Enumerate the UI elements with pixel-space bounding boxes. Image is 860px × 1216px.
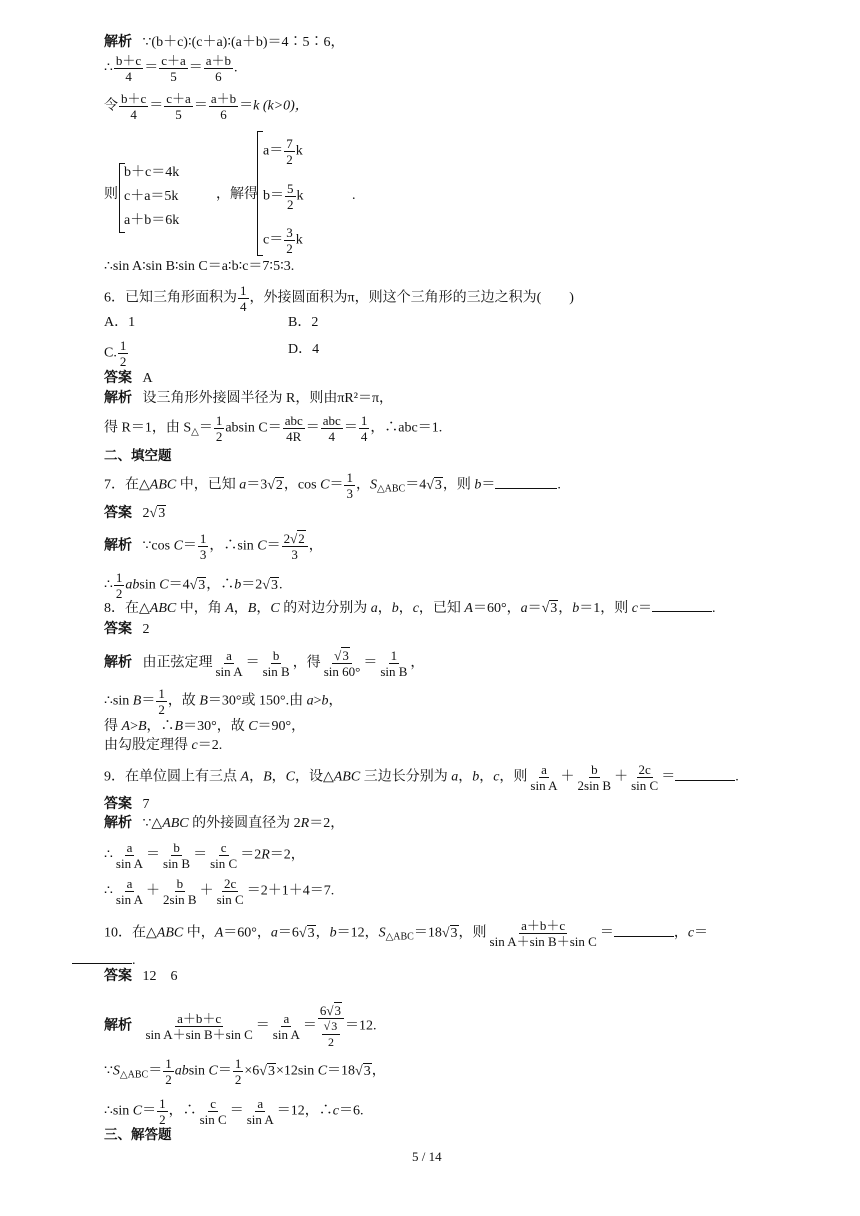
k-text: k (k>0)， <box>253 98 309 114</box>
sys-eq-1: b＋c＝4k <box>124 165 180 180</box>
q7-stem: 7．在△ABC 中，已知 a＝3√2，cos C＝ $\frac{1}{3}$ ，$S_{\triangle ABC}=4√3$，则 b＝ . <box>104 470 561 501</box>
q7-explain-1: 解析 ∵cos C＝ $\frac{1}{3}$ ，∴sin C＝ $\frac{2√2}{3}$ ， <box>104 531 323 562</box>
q7-answer: 答案 2√3 <box>104 506 166 521</box>
q10-explain-3: ∴sin C＝ $\frac{1}{2}$ ，∴ $\frac{c}{\text{sin C}}$ ＝ $\frac{a}{\text{sin A}}$ ＝12，∴c＝6. <box>104 1096 364 1127</box>
q9-explain-2: ∴ $\frac{a}{\text{sin A}}$ ＝ $\frac{b}{\text{sin B}}$ ＝ $\frac{c}{\text{sin C}}$ ＝2R＝2， <box>104 840 305 871</box>
q9-stem: 9．在单位圆上有三点 A，B，C，设△ABC 三边长分别为 a，b，c，则 $\frac{a}{\text{sin A}}$ ＋ $\frac{b}{\text{2sin B}}$ ＋ $\frac{2c}{\text{sin C}}$ ＝ . <box>104 762 739 793</box>
sol-b: b＝ $\frac{5}{2}$ k <box>263 181 304 212</box>
q5-line1 <box>104 34 345 52</box>
q9-answer: 答案 7 <box>104 797 150 812</box>
sol-c: c＝ $\frac{3}{2}$ k <box>263 225 303 256</box>
period: . <box>352 188 356 203</box>
q8-explain-1: 解析 由正弦定理 $\frac{a}{\text{sin A}}$ ＝ $\frac{b}{\text{sin B}}$ ，得 $\frac{√3}{\sin 60^\circ}$ ＝ $\frac{1}{\text{sin B}}$ ， <box>104 648 425 679</box>
q6-answer: 答案 A <box>104 371 153 386</box>
q6-explain-2: 得 R＝1，由 $S_\triangle=$ $\frac{1}{2}$ absin C＝ $\frac{\text{abc}}{4R}$ ＝ $\frac{\text{abc}}{4}$ ＝ $\frac{1}{4}$ ，∴abc＝1. <box>104 413 443 444</box>
jiexi-label: 解析 <box>104 35 132 50</box>
fraction: $\frac{c+a}{5}$ <box>166 91 191 122</box>
section-answer-questions: 三、解答题 <box>104 1127 172 1143</box>
q9-explain-3: ∴ $\frac{a}{\text{sin A}}$ ＋ $\frac{b}{\text{2sin B}}$ ＋ $\frac{2c}{\text{sin C}}$ ＝2＋1＋4＝7. <box>104 876 335 907</box>
ze-label: 则 <box>104 187 118 202</box>
q9-explain-1: 解析 ∵△ABC 的外接圆直径为 2R＝2， <box>104 816 345 831</box>
sys-eq-3: a＋b＝6k <box>124 213 180 228</box>
q10-answer: 答案 12 6 <box>104 969 178 984</box>
q6-option-a: A．1 <box>104 315 136 330</box>
q5-conclusion: ∴sin A∶sin B∶sin C＝a∶b∶c＝7∶5∶3. <box>104 259 295 274</box>
q6-explain-1: 解析 设三角形外接圆半径为 R，则由πR²＝π， <box>104 391 394 406</box>
sol-a: a＝ $\frac{7}{2}$ k <box>263 136 303 167</box>
fraction: $\frac{b+c}{4}$ <box>121 91 147 122</box>
q8-explain-4: 由勾股定理得 c＝2. <box>104 738 223 753</box>
q8-explain-3: 得 A>B，∴B＝30°，故 C＝90°， <box>104 719 306 734</box>
fraction: $\frac{a+b}{6}$ <box>205 53 232 84</box>
q6-option-c: C. $\frac{1}{2}$ <box>104 338 127 369</box>
q10-blank-2: . <box>72 952 136 970</box>
q5-line3: 令 $\frac{b+c}{4}$ ＝ $\frac{c+a}{5}$ ＝ $\frac{a+b}{6}$ ＝k (k>0)， <box>104 91 309 122</box>
q6-stem: 6．已知三角形面积为 $\frac{1}{4}$ ，外接圆面积为π，则这个三角形的三边之积为( ) <box>104 283 574 314</box>
q10-stem: 10．在△ABC 中，A＝60°，a＝6√3，b＝12，$S_{\triangle ABC}=18√3$，则 $\frac{a+b+c}{\text{sin A＋sin B＋sin C}}$ ＝ ，c＝ <box>104 918 709 949</box>
fraction: $\frac{1}{4}$ <box>240 283 247 314</box>
q8-answer: 答案 2 <box>104 622 150 637</box>
q10-explain-2: $\because S_{\triangle ABC}=$ $\frac{1}{2}$ absin C＝ $\frac{1}{2}$ ×6√3×12sin C＝18√3， <box>104 1056 386 1087</box>
jiede-text: ，解得 <box>216 187 258 202</box>
q6-option-d: D．4 <box>288 342 320 357</box>
q8-stem: 8．在△ABC 中，角 A，B，C 的对边分别为 a，b，c，已知 A＝60°，a＝√3，b＝1，则 c＝ . <box>104 601 716 616</box>
fraction: $\frac{c+a}{5}$ <box>161 53 186 84</box>
section-fill-blank: 二、填空题 <box>104 448 172 464</box>
sys-eq-2: c＋a＝5k <box>124 189 179 204</box>
q8-explain-2: ∴sin B＝ $\frac{1}{2}$ ，故 B＝30°或 150°.由 a>b， <box>104 686 343 717</box>
q5-ratio-text: ∵(b＋c)∶(c＋a)∶(a＋b)＝4∶5∶6， <box>142 35 345 50</box>
q7-explain-2: ∴ $\frac{1}{2}$ absin C＝4√3，∴b＝2√3. <box>104 570 283 601</box>
fraction: $\frac{a+b}{6}$ <box>210 91 237 122</box>
ling-text: 令 <box>104 98 118 114</box>
q5-line2: ∴ $\frac{b+c}{4}$ ＝ $\frac{c+a}{5}$ ＝ $\frac{a+b}{6}$ . <box>104 53 238 84</box>
page-number: 5 / 14 <box>412 1149 442 1164</box>
fraction: $\frac{b+c}{4}$ <box>115 53 142 84</box>
q10-explain-1: 解析 $\frac{a+b+c}{\text{sin A＋sin B＋sin C}}$ ＝ $\frac{a}{\text{sin A}}$ ＝ $\frac{6√3}{\frac{√3}{2}}$ ＝12. <box>104 1003 377 1049</box>
q6-option-b: B．2 <box>288 315 319 330</box>
